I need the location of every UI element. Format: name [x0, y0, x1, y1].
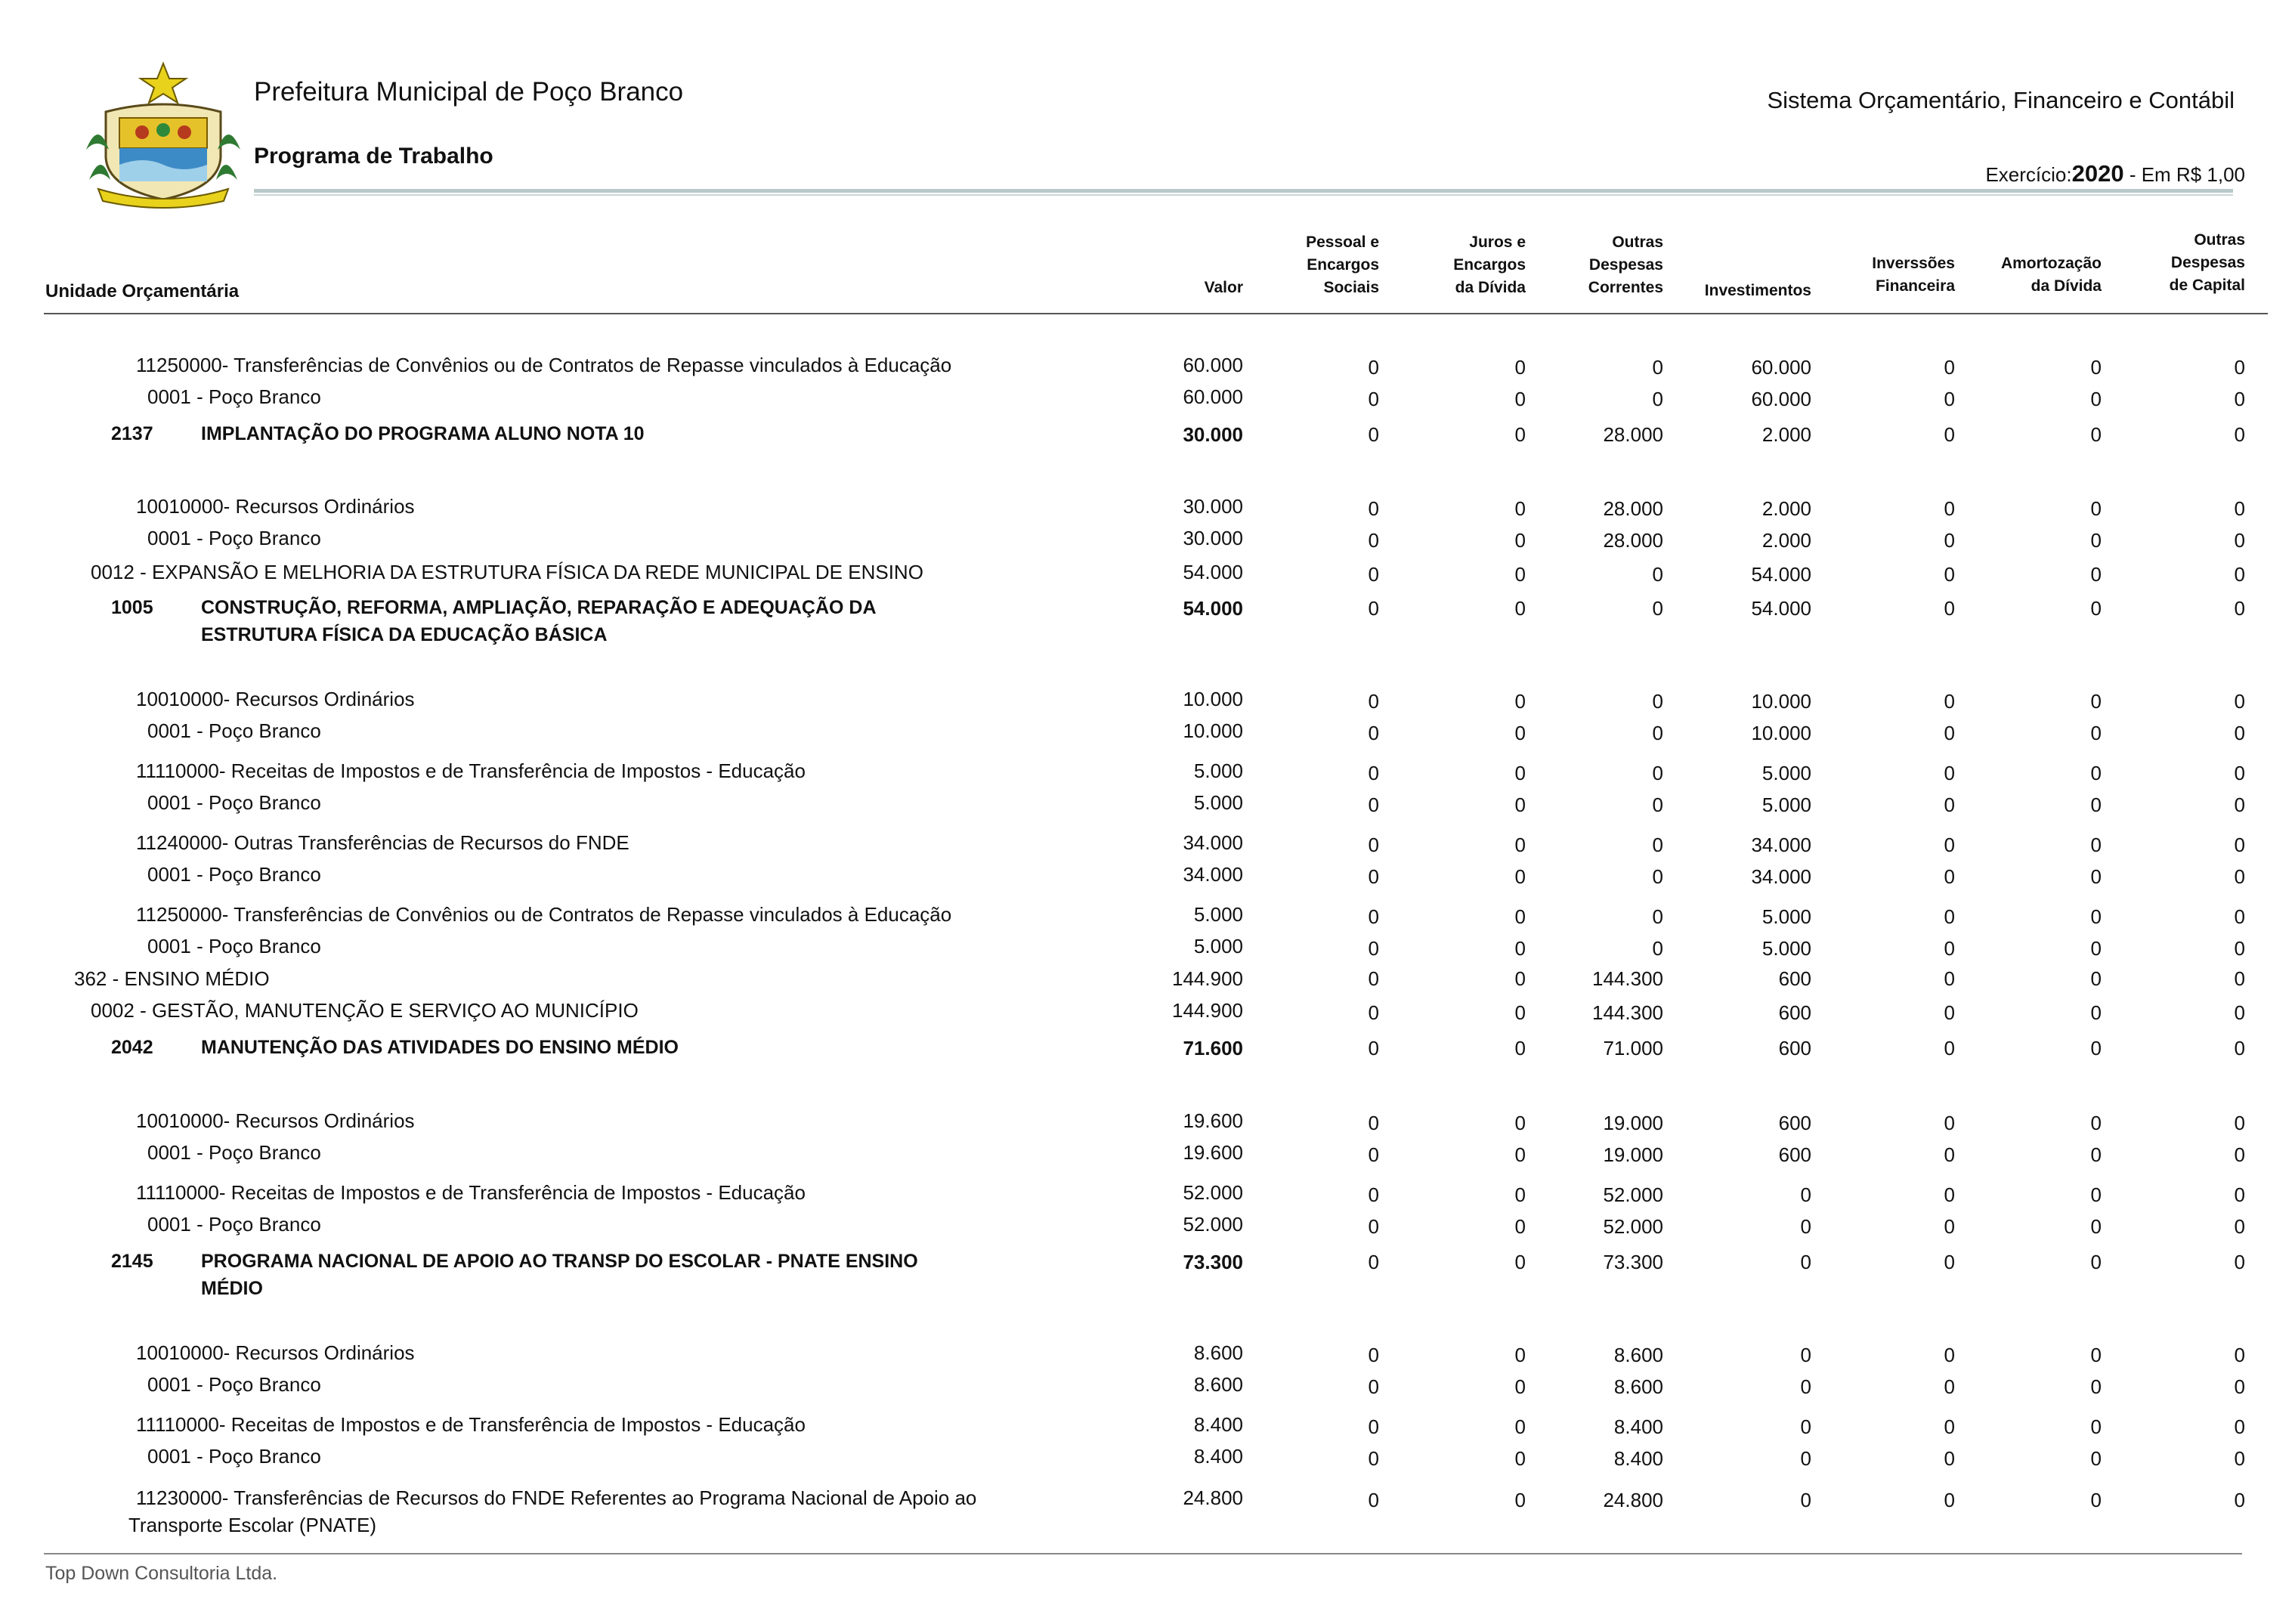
- value-cell: 52.000: [1183, 1181, 1243, 1204]
- row-label: IMPLANTAÇÃO DO PROGRAMA ALUNO NOTA 10: [201, 423, 645, 444]
- amount-cell: 0: [1514, 597, 1526, 620]
- amount-cell: 0: [2234, 1037, 2245, 1059]
- amount-cell: 8.400: [1613, 1415, 1663, 1438]
- row-label: 0001 - Poço Branco: [147, 791, 321, 814]
- value-cell: 8.400: [1193, 1445, 1243, 1468]
- amount-cell: 10.000: [1751, 722, 1811, 744]
- row-label: 0001 - Poço Branco: [147, 1141, 321, 1164]
- amount-cell: 0: [2090, 967, 2102, 990]
- amount-cell: 0: [2234, 1415, 2245, 1438]
- amount-cell: 0: [1514, 497, 1526, 520]
- amount-cell: 0: [1368, 529, 1379, 552]
- amount-cell: 52.000: [1603, 1215, 1663, 1238]
- amount-cell: 0: [2234, 497, 2245, 520]
- amount-cell: 0: [1944, 1375, 1955, 1398]
- amount-cell: 0: [1368, 497, 1379, 520]
- value-cell: 52.000: [1183, 1213, 1243, 1236]
- amount-cell: 144.300: [1592, 1001, 1663, 1024]
- amount-cell: 0: [2234, 937, 2245, 960]
- amount-cell: 0: [1652, 690, 1663, 713]
- amount-cell: 0: [1944, 722, 1955, 744]
- amount-cell: 0: [2234, 1447, 2245, 1470]
- amount-cell: 0: [2234, 762, 2245, 784]
- amount-cell: 0: [2234, 1251, 2245, 1273]
- amount-cell: 0: [1368, 793, 1379, 816]
- row-label-continued: Transporte Escolar (PNATE): [128, 1514, 376, 1536]
- value-cell: 60.000: [1183, 385, 1243, 408]
- amount-cell: 0: [1368, 1143, 1379, 1166]
- value-cell: 30.000: [1183, 527, 1243, 549]
- row-label: CONSTRUÇÃO, REFORMA, AMPLIAÇÃO, REPARAÇÃO E ADEQUAÇÃO DA: [201, 597, 877, 618]
- amount-cell: 0: [1368, 967, 1379, 990]
- amount-cell: 0: [2234, 388, 2245, 410]
- row-label: 0002 - GESTÃO, MANUTENÇÃO E SERVIÇO AO MUNICÍPIO: [91, 999, 639, 1022]
- amount-cell: 0: [1652, 563, 1663, 586]
- amount-cell: 54.000: [1751, 563, 1811, 586]
- amount-cell: 71.000: [1603, 1037, 1663, 1059]
- amount-cell: 0: [2234, 793, 2245, 816]
- amount-cell: 0: [1514, 1183, 1526, 1206]
- row-label: 11230000- Transferências de Recursos do FNDE Referentes ao Programa Nacional de Apoio ao: [136, 1486, 977, 1509]
- amount-cell: 0: [1944, 905, 1955, 928]
- amount-cell: 0: [1800, 1415, 1811, 1438]
- amount-cell: 0: [1944, 1143, 1955, 1166]
- amount-cell: 0: [1368, 690, 1379, 713]
- amount-cell: 0: [1944, 529, 1955, 552]
- amount-cell: 0: [1944, 423, 1955, 446]
- amount-cell: 0: [2090, 865, 2102, 888]
- value-cell: 5.000: [1193, 791, 1243, 814]
- amount-cell: 0: [2234, 356, 2245, 379]
- amount-cell: 0: [1368, 1489, 1379, 1511]
- amount-cell: 0: [1514, 1001, 1526, 1024]
- amount-cell: 0: [2234, 1143, 2245, 1166]
- amount-cell: 0: [1368, 1447, 1379, 1470]
- amount-cell: 0: [2234, 597, 2245, 620]
- amount-cell: 0: [1514, 1375, 1526, 1398]
- amount-cell: 0: [1514, 1143, 1526, 1166]
- amount-cell: 0: [1368, 834, 1379, 856]
- system-name: Sistema Orçamentário, Financeiro e Contábil: [1767, 87, 2235, 113]
- amount-cell: 0: [1514, 1112, 1526, 1134]
- exercise-info: [1985, 160, 2245, 187]
- amount-cell: 0: [1800, 1375, 1811, 1398]
- value-cell: 144.900: [1172, 999, 1243, 1022]
- value-cell: 71.600: [1183, 1037, 1243, 1059]
- amount-cell: 0: [1944, 865, 1955, 888]
- amount-cell: 28.000: [1603, 497, 1663, 520]
- amount-cell: 0: [1514, 865, 1526, 888]
- amount-cell: 0: [1652, 722, 1663, 744]
- amount-cell: 0: [1800, 1183, 1811, 1206]
- value-cell: 8.400: [1193, 1413, 1243, 1436]
- column-header-investimentos: Investimentos: [1704, 282, 1811, 299]
- amount-cell: 0: [2090, 1215, 2102, 1238]
- amount-cell: 0: [1652, 905, 1663, 928]
- amount-cell: 0: [1944, 1183, 1955, 1206]
- value-cell: 54.000: [1183, 561, 1243, 583]
- amount-cell: 0: [1800, 1489, 1811, 1511]
- value-cell: 5.000: [1193, 903, 1243, 926]
- value-cell: 30.000: [1183, 495, 1243, 518]
- amount-cell: 0: [1652, 937, 1663, 960]
- amount-cell: 0: [1368, 865, 1379, 888]
- amount-cell: 0: [1368, 356, 1379, 379]
- row-label: 0012 - EXPANSÃO E MELHORIA DA ESTRUTURA FÍSICA DA REDE MUNICIPAL DE ENSINO: [91, 561, 923, 583]
- amount-cell: 5.000: [1761, 905, 1811, 928]
- amount-cell: 0: [1800, 1251, 1811, 1273]
- amount-cell: 19.000: [1603, 1143, 1663, 1166]
- amount-cell: 0: [2234, 1183, 2245, 1206]
- header-rule: [44, 313, 2268, 314]
- amount-cell: 0: [1514, 1344, 1526, 1366]
- amount-cell: 0: [1944, 1251, 1955, 1273]
- amount-cell: 0: [1368, 1183, 1379, 1206]
- amount-cell: 0: [1368, 1215, 1379, 1238]
- amount-cell: 5.000: [1761, 937, 1811, 960]
- amount-cell: 0: [1944, 762, 1955, 784]
- amount-cell: 0: [1800, 1215, 1811, 1238]
- amount-cell: 0: [2234, 563, 2245, 586]
- amount-cell: 0: [2090, 834, 2102, 856]
- value-cell: 5.000: [1193, 759, 1243, 782]
- column-header-valor: Valor: [1204, 279, 1243, 296]
- amount-cell: 0: [1944, 1489, 1955, 1511]
- amount-cell: 8.600: [1613, 1344, 1663, 1366]
- row-label: PROGRAMA NACIONAL DE APOIO AO TRANSP DO ESCOLAR - PNATE ENSINO: [201, 1251, 918, 1272]
- amount-cell: 0: [1800, 1344, 1811, 1366]
- amount-cell: 0: [1514, 1489, 1526, 1511]
- row-label: 0001 - Poço Branco: [147, 1213, 321, 1236]
- row-label: 0001 - Poço Branco: [147, 863, 321, 886]
- amount-cell: 0: [2234, 905, 2245, 928]
- amount-cell: 52.000: [1603, 1183, 1663, 1206]
- value-cell: 8.600: [1193, 1373, 1243, 1396]
- row-label: 10010000- Recursos Ordinários: [136, 495, 415, 518]
- amount-cell: 0: [1368, 1375, 1379, 1398]
- amount-cell: 0: [1944, 1215, 1955, 1238]
- amount-cell: 0: [2090, 762, 2102, 784]
- row-label: 11110000- Receitas de Impostos e de Transferência de Impostos - Educação: [136, 1181, 806, 1204]
- amount-cell: 0: [1652, 762, 1663, 784]
- amount-cell: 0: [2234, 529, 2245, 552]
- action-code: 2042: [111, 1037, 153, 1058]
- amount-cell: 0: [2090, 722, 2102, 744]
- amount-cell: 2.000: [1761, 423, 1811, 446]
- amount-cell: 0: [2090, 529, 2102, 552]
- amount-cell: 0: [2090, 1183, 2102, 1206]
- amount-cell: 5.000: [1761, 793, 1811, 816]
- amount-cell: 0: [1652, 865, 1663, 888]
- amount-cell: 0: [1652, 356, 1663, 379]
- amount-cell: 0: [2090, 905, 2102, 928]
- amount-cell: 0: [1944, 967, 1955, 990]
- amount-cell: 0: [2090, 1489, 2102, 1511]
- amount-cell: 0: [1368, 388, 1379, 410]
- municipal-coat-of-arms-icon: [76, 59, 251, 209]
- amount-cell: 73.300: [1603, 1251, 1663, 1273]
- exercise-label: Exercício:: [1985, 163, 2072, 186]
- amount-cell: 0: [2090, 356, 2102, 379]
- amount-cell: 0: [1368, 1251, 1379, 1273]
- value-cell: 60.000: [1183, 354, 1243, 376]
- amount-cell: 0: [2090, 1001, 2102, 1024]
- value-cell: 19.600: [1183, 1141, 1243, 1164]
- amount-cell: 0: [1514, 834, 1526, 856]
- amount-cell: 60.000: [1751, 356, 1811, 379]
- amount-cell: 0: [1944, 793, 1955, 816]
- row-label: MANUTENÇÃO DAS ATIVIDADES DO ENSINO MÉDIO: [201, 1037, 679, 1058]
- amount-cell: 8.400: [1613, 1447, 1663, 1470]
- amount-cell: 34.000: [1751, 834, 1811, 856]
- amount-cell: 0: [1514, 762, 1526, 784]
- amount-cell: 0: [1944, 356, 1955, 379]
- value-cell: 10.000: [1183, 688, 1243, 710]
- amount-cell: 600: [1778, 1112, 1811, 1134]
- amount-cell: 0: [1514, 1447, 1526, 1470]
- amount-cell: 28.000: [1603, 529, 1663, 552]
- header-divider: [254, 189, 2233, 193]
- amount-cell: 0: [1368, 1037, 1379, 1059]
- value-cell: 144.900: [1172, 967, 1243, 990]
- value-cell: 10.000: [1183, 719, 1243, 742]
- row-label: 0001 - Poço Branco: [147, 385, 321, 408]
- amount-cell: 0: [1944, 1001, 1955, 1024]
- column-header-amortizacao: Amortozação da Dívida: [2000, 255, 2102, 295]
- amount-cell: 0: [1944, 834, 1955, 856]
- header-divider-thin: [254, 194, 2233, 196]
- value-cell: 5.000: [1193, 935, 1243, 957]
- amount-cell: 0: [1944, 597, 1955, 620]
- amount-cell: 0: [1944, 563, 1955, 586]
- row-label-continued: MÉDIO: [201, 1278, 263, 1299]
- row-label-continued: ESTRUTURA FÍSICA DA EDUCAÇÃO BÁSICA: [201, 624, 608, 645]
- amount-cell: 0: [1944, 1415, 1955, 1438]
- amount-cell: 600: [1778, 967, 1811, 990]
- row-label: 0001 - Poço Branco: [147, 935, 321, 957]
- amount-cell: 0: [2090, 1037, 2102, 1059]
- amount-cell: 0: [1944, 1112, 1955, 1134]
- column-header-outras-correntes: Outras Despesas Correntes: [1588, 234, 1663, 296]
- amount-cell: 0: [1368, 1001, 1379, 1024]
- amount-cell: 600: [1778, 1001, 1811, 1024]
- amount-cell: 0: [2234, 1489, 2245, 1511]
- amount-cell: 0: [2234, 967, 2245, 990]
- amount-cell: 0: [1368, 1415, 1379, 1438]
- amount-cell: 0: [1514, 1215, 1526, 1238]
- column-header-pessoal: Pessoal e Encargos Sociais: [1306, 234, 1379, 296]
- amount-cell: 0: [1652, 834, 1663, 856]
- row-label: 0001 - Poço Branco: [147, 719, 321, 742]
- action-code: 1005: [111, 597, 153, 618]
- row-label: 0001 - Poço Branco: [147, 1445, 321, 1468]
- row-label: 11110000- Receitas de Impostos e de Transferência de Impostos - Educação: [136, 759, 806, 782]
- amount-cell: 0: [1368, 905, 1379, 928]
- row-label: 10010000- Recursos Ordinários: [136, 1109, 415, 1132]
- amount-cell: 0: [1368, 563, 1379, 586]
- column-header-juros: Juros e Encargos da Dívida: [1453, 234, 1526, 296]
- value-cell: 24.800: [1183, 1486, 1243, 1509]
- amount-cell: 0: [1368, 937, 1379, 960]
- amount-cell: 0: [1368, 762, 1379, 784]
- value-cell: 30.000: [1183, 423, 1243, 446]
- row-label: 0001 - Poço Branco: [147, 527, 321, 549]
- row-label: 11250000- Transferências de Convênios ou de Contratos de Repasse vinculados à Educação: [136, 354, 952, 376]
- row-label: 10010000- Recursos Ordinários: [136, 688, 415, 710]
- amount-cell: 0: [1368, 597, 1379, 620]
- amount-cell: 0: [2090, 497, 2102, 520]
- footer-rule: [44, 1553, 2242, 1554]
- amount-cell: 0: [2234, 865, 2245, 888]
- amount-cell: 0: [1514, 690, 1526, 713]
- amount-cell: 0: [1944, 937, 1955, 960]
- amount-cell: 0: [1514, 793, 1526, 816]
- row-label: 11240000- Outras Transferências de Recursos do FNDE: [136, 831, 629, 854]
- report-title: Programa de Trabalho: [254, 144, 493, 169]
- amount-cell: 0: [2234, 1001, 2245, 1024]
- amount-cell: 34.000: [1751, 865, 1811, 888]
- amount-cell: 10.000: [1751, 690, 1811, 713]
- amount-cell: 0: [2234, 834, 2245, 856]
- amount-cell: 0: [1514, 937, 1526, 960]
- row-label: 10010000- Recursos Ordinários: [136, 1341, 415, 1364]
- amount-cell: 0: [1800, 1447, 1811, 1470]
- amount-cell: 0: [1368, 722, 1379, 744]
- exercise-year: 2020: [2071, 160, 2124, 187]
- footer-company: Top Down Consultoria Ltda.: [45, 1563, 278, 1584]
- amount-cell: 0: [1514, 1415, 1526, 1438]
- action-code: 2145: [111, 1251, 153, 1272]
- amount-cell: 0: [2090, 1375, 2102, 1398]
- amount-cell: 600: [1778, 1143, 1811, 1166]
- value-cell: 8.600: [1193, 1341, 1243, 1364]
- amount-cell: 0: [1514, 967, 1526, 990]
- amount-cell: 0: [1944, 388, 1955, 410]
- amount-cell: 0: [1368, 423, 1379, 446]
- amount-cell: 0: [1514, 356, 1526, 379]
- amount-cell: 0: [2234, 722, 2245, 744]
- row-label: 11110000- Receitas de Impostos e de Transferência de Impostos - Educação: [136, 1413, 806, 1436]
- column-header-outras-capital: Outras Despesas de Capital: [2169, 231, 2245, 294]
- amount-cell: 0: [2090, 1447, 2102, 1470]
- amount-cell: 0: [2090, 597, 2102, 620]
- amount-cell: 0: [2090, 1344, 2102, 1366]
- amount-cell: 28.000: [1603, 423, 1663, 446]
- row-label: 362 - ENSINO MÉDIO: [74, 967, 270, 990]
- amount-cell: 0: [2090, 1143, 2102, 1166]
- amount-cell: 0: [2090, 793, 2102, 816]
- amount-cell: 600: [1778, 1037, 1811, 1059]
- amount-cell: 0: [1944, 497, 1955, 520]
- amount-cell: 0: [1944, 1344, 1955, 1366]
- amount-cell: 0: [2234, 423, 2245, 446]
- value-cell: 54.000: [1183, 597, 1243, 620]
- amount-cell: 0: [2090, 563, 2102, 586]
- amount-cell: 0: [1944, 1447, 1955, 1470]
- amount-cell: 2.000: [1761, 529, 1811, 552]
- value-cell: 73.300: [1183, 1251, 1243, 1273]
- amount-cell: 54.000: [1751, 597, 1811, 620]
- amount-cell: 0: [1514, 529, 1526, 552]
- amount-cell: 0: [2090, 388, 2102, 410]
- value-cell: 34.000: [1183, 863, 1243, 886]
- amount-cell: 0: [2090, 690, 2102, 713]
- amount-cell: 144.300: [1592, 967, 1663, 990]
- amount-cell: 2.000: [1761, 497, 1811, 520]
- amount-cell: 0: [1514, 388, 1526, 410]
- amount-cell: 60.000: [1751, 388, 1811, 410]
- amount-cell: 0: [1514, 722, 1526, 744]
- amount-cell: 0: [2090, 1112, 2102, 1134]
- amount-cell: 0: [2234, 1215, 2245, 1238]
- amount-cell: 0: [1514, 563, 1526, 586]
- currency-note: - Em R$ 1,00: [2129, 163, 2245, 186]
- amount-cell: 24.800: [1603, 1489, 1663, 1511]
- amount-cell: 0: [1368, 1112, 1379, 1134]
- amount-cell: 0: [2234, 1112, 2245, 1134]
- amount-cell: 0: [2090, 937, 2102, 960]
- row-label: 0001 - Poço Branco: [147, 1373, 321, 1396]
- action-code: 2137: [111, 423, 153, 444]
- amount-cell: 5.000: [1761, 762, 1811, 784]
- municipality-name: Prefeitura Municipal de Poço Branco: [254, 77, 684, 107]
- value-cell: 34.000: [1183, 831, 1243, 854]
- value-cell: 19.600: [1183, 1109, 1243, 1132]
- amount-cell: 0: [1514, 423, 1526, 446]
- amount-cell: 0: [2090, 1251, 2102, 1273]
- amount-cell: 0: [1944, 690, 1955, 713]
- amount-cell: 0: [2234, 1375, 2245, 1398]
- amount-cell: 0: [1652, 597, 1663, 620]
- row-label: 11250000- Transferências de Convênios ou de Contratos de Repasse vinculados à Educação: [136, 903, 952, 926]
- amount-cell: 0: [2090, 423, 2102, 446]
- column-header-inversoes: Inverssões Financeira: [1872, 255, 1955, 295]
- amount-cell: 0: [2234, 1344, 2245, 1366]
- amount-cell: 0: [1652, 388, 1663, 410]
- amount-cell: 0: [1368, 1344, 1379, 1366]
- amount-cell: 0: [1514, 1037, 1526, 1059]
- amount-cell: 0: [2234, 690, 2245, 713]
- amount-cell: 0: [1652, 793, 1663, 816]
- amount-cell: 0: [1514, 1251, 1526, 1273]
- column-header-unit: Unidade Orçamentária: [45, 281, 240, 302]
- amount-cell: 19.000: [1603, 1112, 1663, 1134]
- amount-cell: 8.600: [1613, 1375, 1663, 1398]
- amount-cell: 0: [1514, 905, 1526, 928]
- amount-cell: 0: [2090, 1415, 2102, 1438]
- amount-cell: 0: [1944, 1037, 1955, 1059]
